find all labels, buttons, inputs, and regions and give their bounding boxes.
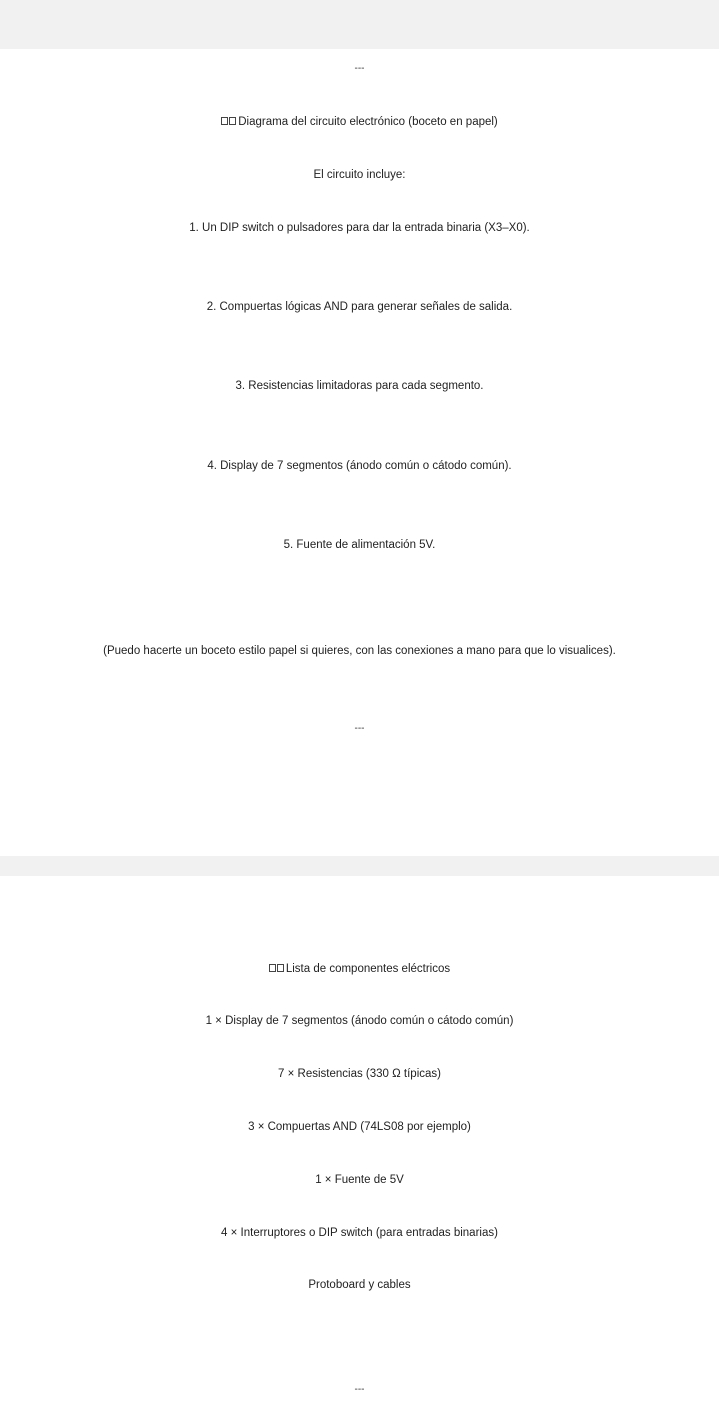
list-item: 1. Un DIP switch o pulsadores para dar la entrada binaria (X3–X0). — [189, 222, 530, 234]
separator: --- — [354, 1384, 365, 1395]
separator: --- — [354, 723, 365, 734]
section-heading-text: Lista de componentes eléctricos — [285, 963, 451, 975]
section-heading-text: Diagrama del circuito electrónico (boceto en papel) — [238, 116, 498, 128]
list-item: 3. Resistencias limitadoras para cada segmento. — [235, 380, 484, 392]
list-item: 4 × Interruptores o DIP switch (para entradas binarias) — [221, 1227, 498, 1239]
missing-glyph-icon — [269, 961, 285, 975]
list-item: 7 × Resistencias (330 Ω típicas) — [278, 1068, 441, 1080]
list-item: 3 × Compuertas AND (74LS08 por ejemplo) — [248, 1121, 471, 1133]
section-heading — [0, 961, 719, 976]
list-item: Protoboard y cables — [308, 1279, 411, 1291]
list-item: 2. Compuertas lógicas AND para generar señales de salida. — [206, 301, 513, 313]
intro-text: El circuito incluye: — [313, 169, 406, 181]
document-page-1 — [0, 49, 719, 856]
list-item: 4. Display de 7 segmentos (ánodo común o cátodo común). — [207, 460, 512, 472]
list-item: 1 × Fuente de 5V — [315, 1174, 404, 1186]
list-item: 1 × Display de 7 segmentos (ánodo común o cátodo común) — [205, 1015, 514, 1027]
section-heading — [0, 114, 719, 129]
missing-glyph-icon — [221, 114, 237, 128]
note-text: (Puedo hacerte un boceto estilo papel si quieres, con las conexiones a mano para que lo visualices). — [103, 645, 616, 657]
list-item: 5. Fuente de alimentación 5V. — [283, 539, 436, 551]
separator: --- — [354, 63, 365, 74]
document-page-2 — [0, 876, 719, 1425]
